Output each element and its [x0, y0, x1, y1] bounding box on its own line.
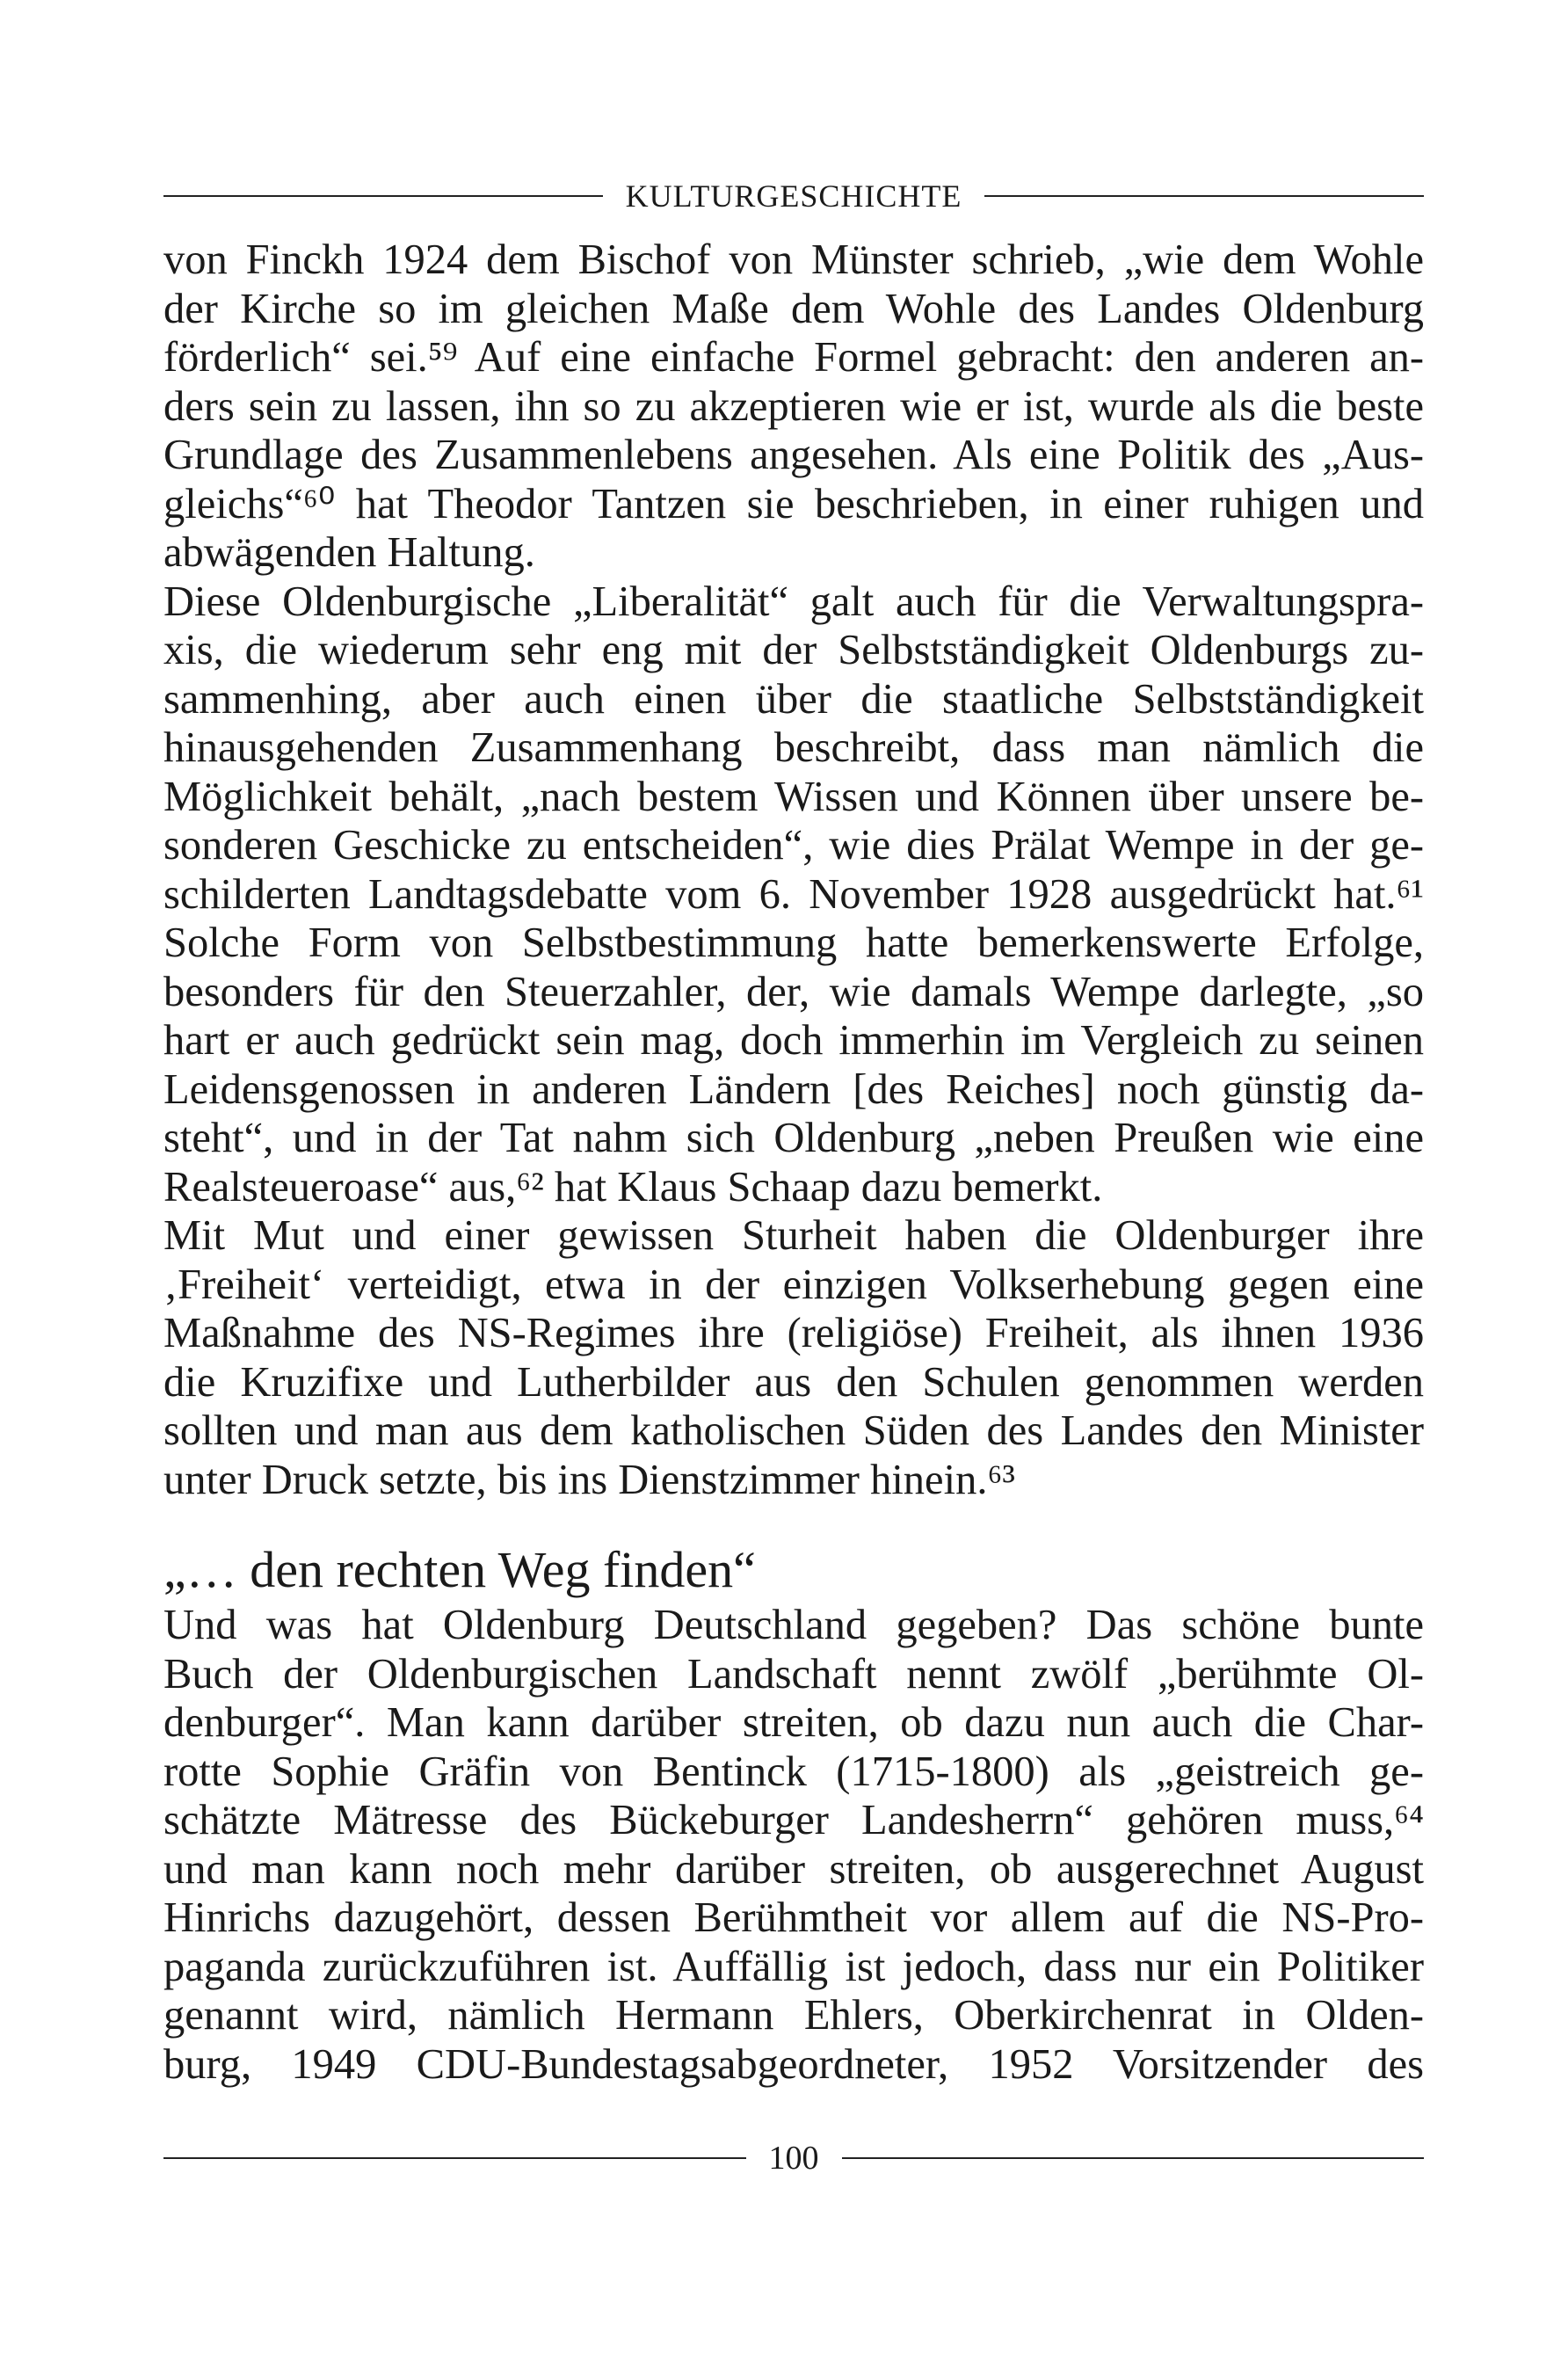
text-line: xis, die wiederum sehr eng mit der Selbstständigkeit Oldenburgs zu- — [163, 627, 1424, 673]
running-header — [163, 174, 1424, 218]
text-line: Und was hat Oldenburg Deutschland gegeben? Das schöne bunte — [163, 1602, 1424, 1648]
text-line: von Finckh 1924 dem Bischof von Münster schrieb, „wie dem Wohle — [163, 236, 1424, 283]
text-line: burg, 1949 CDU-Bundestagsabgeordneter, 1952 Vorsitzender des — [163, 2040, 1424, 2088]
header-rule-right — [984, 195, 1424, 197]
text-line: hart er auch gedrückt sein mag, doch immerhin im Vergleich zu seinen — [163, 1017, 1424, 1064]
body-text — [163, 236, 1424, 2089]
text-line: rotte Sophie Gräfin von Bentinck (1715-1800) als „geistreich ge- — [163, 1748, 1424, 1795]
text-line: genannt wird, nämlich Hermann Ehlers, Oberkirchenrat in Olden- — [163, 1992, 1424, 2039]
text-line: Hinrichs dazugehört, dessen Berühmtheit vor allem auf die NS-Pro- — [163, 1894, 1424, 1941]
text-line: Leidensgenossen in anderen Ländern [des Reiches] noch günstig da- — [163, 1065, 1424, 1113]
footer-rule-left — [163, 2157, 746, 2159]
text-line: Maßnahme des NS-Regimes ihre (religiöse) Freiheit, als ihnen 1936 — [163, 1310, 1424, 1356]
page-footer — [163, 2136, 1424, 2180]
text-line: Möglichkeit behält, „nach bestem Wissen und Können über unsere be- — [163, 773, 1424, 820]
text-line: hinausgehenden Zusammenhang beschreibt, dass man nämlich die — [163, 724, 1424, 771]
page-number: 100 — [768, 2140, 819, 2177]
running-title: KULTURGESCHICHTE — [625, 178, 962, 214]
text-line: unter Druck setzte, bis ins Dienstzimmer hinein.⁶³ — [163, 1456, 1015, 1503]
text-line: denburger“. Man kann darüber streiten, ob dazu nun auch die Char- — [163, 1699, 1424, 1746]
text-line: ders sein zu lassen, ihn so zu akzeptieren wie er ist, wurde als die beste — [163, 382, 1424, 430]
text-line: gleichs“⁶⁰ hat Theodor Tantzen sie beschrieben, in einer ruhigen und — [163, 480, 1424, 527]
section-heading: „… den rechten Weg finden“ — [163, 1541, 756, 1598]
text-line: paganda zurückzuführen ist. Auffällig ist jedoch, dass nur ein Politiker — [163, 1943, 1424, 1990]
text-line: sammenhing, aber auch einen über die staatliche Selbstständigkeit — [163, 675, 1424, 723]
text-line: schätzte Mätresse des Bückeburger Landesherrn“ gehören muss,⁶⁴ — [163, 1797, 1424, 1843]
text-line: sonderen Geschicke zu entscheiden“, wie dies Prälat Wempe in der ge- — [163, 822, 1424, 869]
text-line: der Kirche so im gleichen Maße dem Wohle des Landes Oldenburg — [163, 285, 1424, 332]
footer-rule-right — [842, 2157, 1425, 2159]
text-line: ‚Freiheit‘ verteidigt, etwa in der einzigen Volkserhebung gegen eine — [163, 1261, 1424, 1308]
paragraph — [163, 919, 1424, 1211]
text-line: schilderten Landtagsdebatte vom 6. November 1928 ausgedrückt hat.⁶¹ — [163, 870, 1424, 918]
header-rule-left — [163, 195, 603, 197]
text-line: und man kann noch mehr darüber streiten, ob ausgerechnet August — [163, 1845, 1424, 1893]
text-line: förderlich“ sei.⁵⁹ Auf eine einfache Formel gebracht: den anderen an- — [163, 334, 1424, 381]
text-line: Diese Oldenburgische „Liberalität“ galt auch für die Verwaltungspra- — [163, 578, 1424, 625]
text-line: Solche Form von Selbstbestimmung hatte bemerkenswerte Erfolge, — [163, 920, 1424, 966]
text-line: Mit Mut und einer gewissen Sturheit haben die Oldenburger ihre — [163, 1212, 1424, 1259]
paragraph — [163, 578, 1424, 920]
text-line: die Kruzifixe und Lutherbilder aus den Schulen genommen werden — [163, 1358, 1424, 1406]
text-line: besonders für den Steuerzahler, der, wie damals Wempe darlegte, „so — [163, 968, 1424, 1015]
paragraph — [163, 1211, 1424, 1504]
text-line: Realsteueroase“ aus,⁶² hat Klaus Schaap dazu bemerkt. — [163, 1163, 1103, 1210]
paragraph — [163, 1601, 1424, 2089]
text-line: Buch der Oldenburgischen Landschaft nennt zwölf „berühmte Ol- — [163, 1650, 1424, 1698]
paragraph — [163, 236, 1424, 578]
text-line: sollten und man aus dem katholischen Süden des Landes den Minister — [163, 1407, 1424, 1454]
text-line: Grundlage des Zusammenlebens angesehen. Als eine Politik des „Aus- — [163, 432, 1424, 478]
text-line: abwägenden Haltung. — [163, 529, 535, 576]
text-line: steht“, und in der Tat nahm sich Oldenburg „neben Preußen wie eine — [163, 1115, 1424, 1161]
